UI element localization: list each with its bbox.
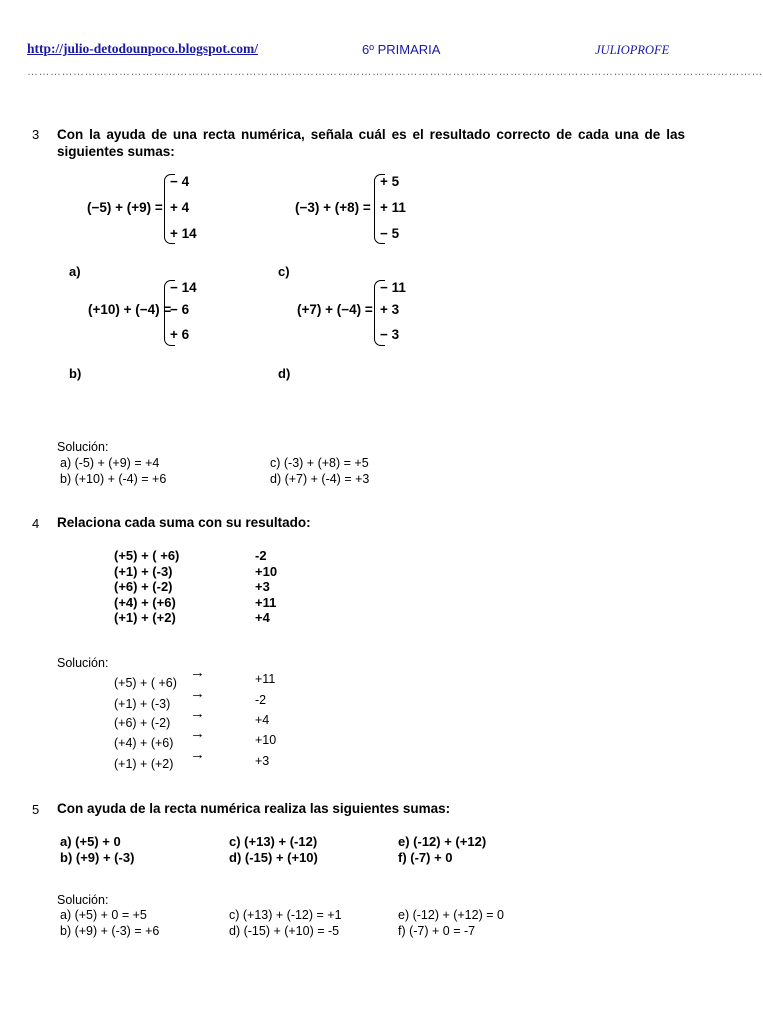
ex5-problem-a: a) (+5) + 0 (60, 834, 121, 849)
ex5-problem-e: e) (-12) + (+12) (398, 834, 487, 849)
ex3-c-option-1: + 5 (380, 174, 400, 189)
ex5-problem-b: b) (+9) + (-3) (60, 850, 135, 865)
exercise-3-prompt: Con la ayuda de una recta numérica, señala cuál es el resultado correcto de cada una de las siguientes sumas: (57, 127, 685, 159)
ex4-result-3: +3 (255, 579, 270, 594)
author-brand: JULIOPROFE (595, 43, 670, 57)
ex3-solution-c: c) (-3) + (+8) = +5 (270, 456, 369, 470)
ex3-a-option-1: − 4 (170, 174, 190, 189)
ex4-solution-title: Solución: (57, 656, 109, 670)
ex4-solution-result-4: +10 (255, 733, 277, 747)
ex5-solution-b: b) (+9) + (-3) = +6 (60, 924, 160, 938)
ex4-solution-sum-5: (+1) + (+2) (114, 757, 174, 771)
ex3-c-expression: (−3) + (+8) = (295, 200, 371, 215)
ex4-solution-result-3: +4 (255, 713, 270, 727)
ex3-d-expression: (+7) + (−4) = (297, 302, 373, 317)
ex3-c-option-3: − 5 (380, 226, 400, 241)
ex3-solution-b: b) (+10) + (-4) = +6 (60, 472, 167, 486)
ex4-sum-1: (+5) + ( +6) (114, 548, 180, 563)
ex3-solution-a: a) (-5) + (+9) = +4 (60, 456, 160, 470)
header-dotted-rule: ………………………………………………………………………………………………………………………………………………………………………… (27, 66, 763, 78)
right-arrow-icon: → (190, 705, 205, 722)
ex3-b-option-2: − 6 (170, 302, 190, 317)
exercise-3-number: 3 (32, 127, 40, 142)
ex5-solution-f: f) (-7) + 0 = -7 (398, 924, 476, 938)
ex5-solution-c: c) (+13) + (-12) = +1 (229, 908, 342, 922)
right-arrow-icon: → (190, 746, 205, 763)
ex4-solution-sum-2: (+1) + (-3) (114, 697, 171, 711)
ex5-solution-title: Solución: (57, 893, 109, 907)
ex4-solution-result-1: +11 (255, 672, 276, 686)
ex4-solution-result-2: -2 (255, 693, 267, 707)
ex4-result-5: +4 (255, 610, 270, 625)
ex3-b-expression: (+10) + (−4) = (88, 302, 172, 317)
ex3-a-label: a) (69, 264, 81, 279)
ex3-b-label: b) (69, 366, 82, 381)
exercise-4-prompt: Relaciona cada suma con su resultado: (57, 515, 311, 530)
grade-label: 6º PRIMARIA (362, 42, 441, 57)
ex3-d-label: d) (278, 366, 291, 381)
ex3-a-expression: (−5) + (+9) = (87, 200, 163, 215)
ex4-sum-3: (+6) + (-2) (114, 579, 173, 594)
exercise-5-number: 5 (32, 802, 40, 817)
right-arrow-icon: → (190, 685, 205, 702)
ex4-solution-sum-1: (+5) + ( +6) (114, 676, 177, 690)
ex4-result-1: -2 (255, 548, 267, 563)
ex3-b-option-1: − 14 (170, 280, 197, 295)
ex5-problem-d: d) (-15) + (+10) (229, 850, 318, 865)
ex3-solution-d: d) (+7) + (-4) = +3 (270, 472, 370, 486)
blog-url-link[interactable]: http://julio-detodounpoco.blogspot.com/ (27, 41, 259, 56)
ex4-solution-sum-4: (+4) + (+6) (114, 736, 174, 750)
ex3-d-option-2: + 3 (380, 302, 400, 317)
ex3-a-option-3: + 14 (170, 226, 197, 241)
ex3-c-option-2: + 11 (380, 200, 406, 215)
right-arrow-icon: → (190, 664, 205, 681)
ex3-a-option-2: + 4 (170, 200, 190, 215)
ex5-problem-f: f) (-7) + 0 (398, 850, 453, 865)
ex4-sum-2: (+1) + (-3) (114, 564, 173, 579)
ex3-solution-title: Solución: (57, 440, 109, 454)
exercise-4-number: 4 (32, 516, 40, 531)
ex5-solution-a: a) (+5) + 0 = +5 (60, 908, 147, 922)
ex4-solution-sum-3: (+6) + (-2) (114, 716, 171, 730)
ex3-d-option-1: − 11 (380, 280, 406, 295)
ex4-sum-5: (+1) + (+2) (114, 610, 176, 625)
right-arrow-icon: → (190, 725, 205, 742)
ex5-solution-e: e) (-12) + (+12) = 0 (398, 908, 504, 922)
ex4-result-4: +11 (255, 595, 277, 610)
ex3-b-option-3: + 6 (170, 327, 190, 342)
exercise-5-prompt: Con ayuda de la recta numérica realiza las siguientes sumas: (57, 801, 451, 816)
ex4-result-2: +10 (255, 564, 278, 579)
ex3-c-label: c) (278, 264, 290, 279)
ex4-solution-result-5: +3 (255, 754, 270, 768)
ex4-sum-4: (+4) + (+6) (114, 595, 176, 610)
ex3-d-option-3: − 3 (380, 327, 400, 342)
ex5-solution-d: d) (-15) + (+10) = -5 (229, 924, 340, 938)
ex5-problem-c: c) (+13) + (-12) (229, 834, 318, 849)
